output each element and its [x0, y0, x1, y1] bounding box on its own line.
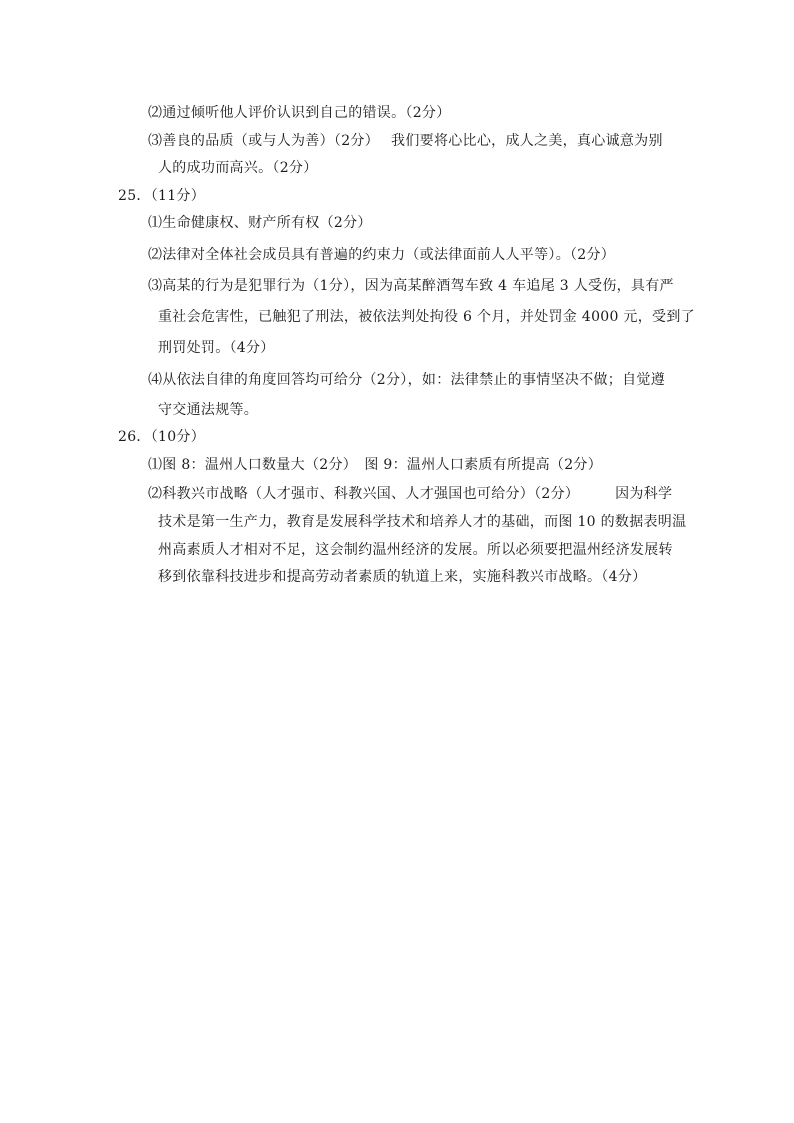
answer-24-3: ⑶善良的品质（或与人为善）（2分） 我们要将心比心，成人之美，真心诚意为别	[148, 133, 663, 149]
answer-26-2-cont2: 州高素质人才相对不足，这会制约温州经济的发展。所以必须要把温州经济发展转	[158, 542, 673, 558]
answer-26-1: ⑴图 8：温州人口数量大（2分） 图 9：温州人口素质有所提高（2分）	[148, 457, 603, 473]
question-25-heading: 25．（11分）	[118, 188, 206, 204]
answer-26-2-cont3: 移到依靠科技进步和提高劳动者素质的轨道上来，实施科教兴市战略。（4分）	[158, 569, 647, 585]
question-26-heading: 26．（10分）	[118, 429, 206, 445]
answer-26-2-cont1: 技术是第一生产力，教育是发展科学技术和培养人才的基础，而图 10 的数据表明温	[158, 514, 687, 530]
answer-25-4: ⑷从依法自律的角度回答均可给分（2分），如：法律禁止的事情坚决不做；自觉遵	[148, 372, 666, 388]
answer-25-3-cont2: 刑罚处罚。（4分）	[158, 340, 275, 356]
answer-25-3-cont1: 重社会危害性，已触犯了刑法，被依法判处拘役 6 个月，并处罚金 4000 元，受到了	[158, 309, 695, 325]
answer-24-3-cont: 人的成功而高兴。（2分）	[158, 160, 318, 176]
answer-24-2: ⑵通过倾听他人评价认识到自己的错误。（2分）	[148, 105, 451, 121]
answer-25-3: ⑶高某的行为是犯罪行为（1分），因为高某醉酒驾车致 4 车追尾 3 人受伤，具有严	[148, 278, 674, 294]
answer-25-4-cont: 守交通法规等。	[158, 402, 259, 418]
answer-26-2: ⑵科教兴市战略（人才强市、科教兴国、人才强国也可给分）（2分） 因为科学	[148, 486, 673, 502]
answer-25-1: ⑴生命健康权、财产所有权（2分）	[148, 215, 372, 231]
answer-25-2: ⑵法律对全体社会成员具有普遍的约束力（或法律面前人人平等）。（2分）	[148, 247, 616, 263]
